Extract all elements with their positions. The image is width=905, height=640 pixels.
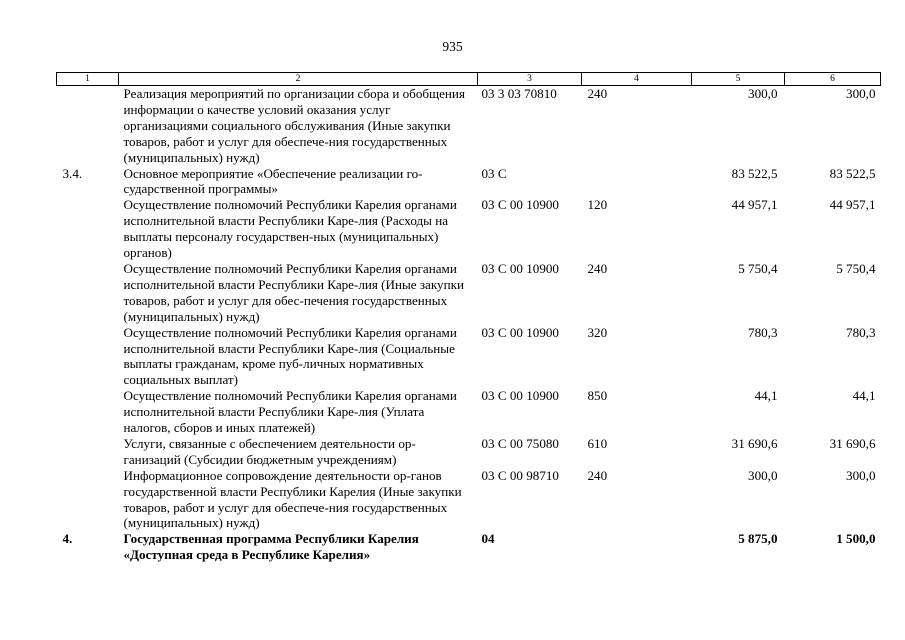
header-col-6: 6 [785, 73, 881, 86]
header-col-2: 2 [119, 73, 478, 86]
row-amount-year-1: 5 750,4 [738, 260, 778, 276]
row-amount-year-1: 83 522,5 [731, 165, 778, 181]
row-number: 3.4. [62, 165, 83, 181]
row-name: Услуги, связанные с обеспечением деятельности ор-ганизаций (Субсидии бюджетным учреждениям) [123, 435, 416, 467]
row-expense-type [582, 166, 692, 198]
row-amount-year-1: 44,1 [754, 388, 778, 404]
row-number [57, 197, 119, 261]
row-number: 4. [62, 531, 73, 547]
header-col-1: 1 [57, 73, 119, 86]
table-row [57, 197, 881, 261]
row-expense-type: 850 [587, 388, 608, 404]
row-number [57, 468, 119, 532]
row-name: Реализация мероприятий по организации сбора и обобщения информации о качестве условий оказания услуг организациями социального обслуживания (Иные закупки товаров, работ и услуг для обеспече-ния государственных (муниципальных) нужд) [123, 86, 465, 165]
row-amount-year-1: 300,0 [748, 467, 778, 483]
table-row [57, 86, 881, 166]
row-amount-year-2: 300,0 [846, 86, 876, 101]
table-row [57, 261, 881, 325]
row-code: 03 С 00 10900 [481, 324, 559, 340]
row-amount-year-1: 44 957,1 [731, 197, 778, 213]
row-amount-year-2: 31 690,6 [829, 435, 876, 451]
column-number-header [57, 73, 881, 86]
row-expense-type: 240 [587, 467, 608, 483]
row-name: Осуществление полномочий Республики Карелия органами исполнительной власти Республики Каре-лия (Уплата налогов, сборов и иных платежей) [123, 388, 457, 436]
row-expense-type: 240 [587, 86, 608, 101]
row-amount-year-2: 1 500,0 [836, 531, 876, 547]
header-col-5: 5 [692, 73, 785, 86]
row-number [57, 436, 119, 468]
row-expense-type: 610 [587, 435, 608, 451]
row-amount-year-1: 31 690,6 [731, 435, 778, 451]
row-amount-year-2: 44,1 [852, 388, 876, 404]
row-name: Осуществление полномочий Республики Карелия органами исполнительной власти Республики Каре-лия (Социальные выплаты гражданам, кроме пуб-личных нормативных социальных выплат) [123, 324, 457, 388]
row-number [57, 388, 119, 436]
row-code: 03 С 00 98710 [481, 467, 559, 483]
row-number [57, 261, 119, 325]
row-code: 03 С 00 75080 [481, 435, 559, 451]
row-amount-year-1: 300,0 [748, 86, 778, 101]
budget-table [56, 72, 881, 563]
row-code: 03 С [481, 165, 507, 181]
row-name: Осуществление полномочий Республики Карелия органами исполнительной власти Республики Каре-лия (Иные закупки товаров, работ и услуг для обес-печения государственных (муниципальных) нужд) [123, 260, 464, 324]
row-amount-year-1: 780,3 [748, 324, 778, 340]
table-row [57, 436, 881, 468]
row-code: 04 [481, 531, 495, 547]
row-name: Государственная программа Республики Карелия «Доступная среда в Республике Карелия» [123, 531, 419, 563]
row-code: 03 С 00 10900 [481, 197, 559, 213]
page-number: 935 [442, 39, 463, 54]
row-code: 03 С 00 10900 [481, 260, 559, 276]
row-amount-year-2: 83 522,5 [829, 165, 876, 181]
row-expense-type [582, 531, 692, 563]
row-amount-year-2: 44 957,1 [829, 197, 876, 213]
row-number [57, 86, 119, 166]
row-amount-year-1: 5 875,0 [738, 531, 778, 547]
table-row [57, 388, 881, 436]
header-col-3: 3 [478, 73, 582, 86]
row-amount-year-2: 780,3 [846, 324, 876, 340]
row-expense-type: 240 [587, 260, 608, 276]
row-code: 03 С 00 10900 [481, 388, 559, 404]
row-name: Основное мероприятие «Обеспечение реализации го-сударственной программы» [123, 165, 423, 197]
row-code: 03 3 03 70810 [481, 86, 557, 101]
row-amount-year-2: 5 750,4 [836, 260, 876, 276]
header-col-4: 4 [582, 73, 692, 86]
table-row [57, 531, 881, 563]
row-amount-year-2: 300,0 [846, 467, 876, 483]
table-row [57, 468, 881, 532]
table-row [57, 166, 881, 198]
row-number [57, 325, 119, 389]
row-name: Осуществление полномочий Республики Карелия органами исполнительной власти Республики Каре-лия (Расходы на выплаты персоналу государствен-ных (муниципальных) органов) [123, 197, 457, 261]
row-expense-type: 320 [587, 324, 608, 340]
table-row [57, 325, 881, 389]
row-name: Информационное сопровождение деятельности ор-ганов государственной власти Республики Карелия (Иные закупки товаров, работ и услуг для обеспече-ния государственных (муниципальных) нужд) [123, 467, 462, 531]
row-expense-type: 120 [587, 197, 608, 213]
